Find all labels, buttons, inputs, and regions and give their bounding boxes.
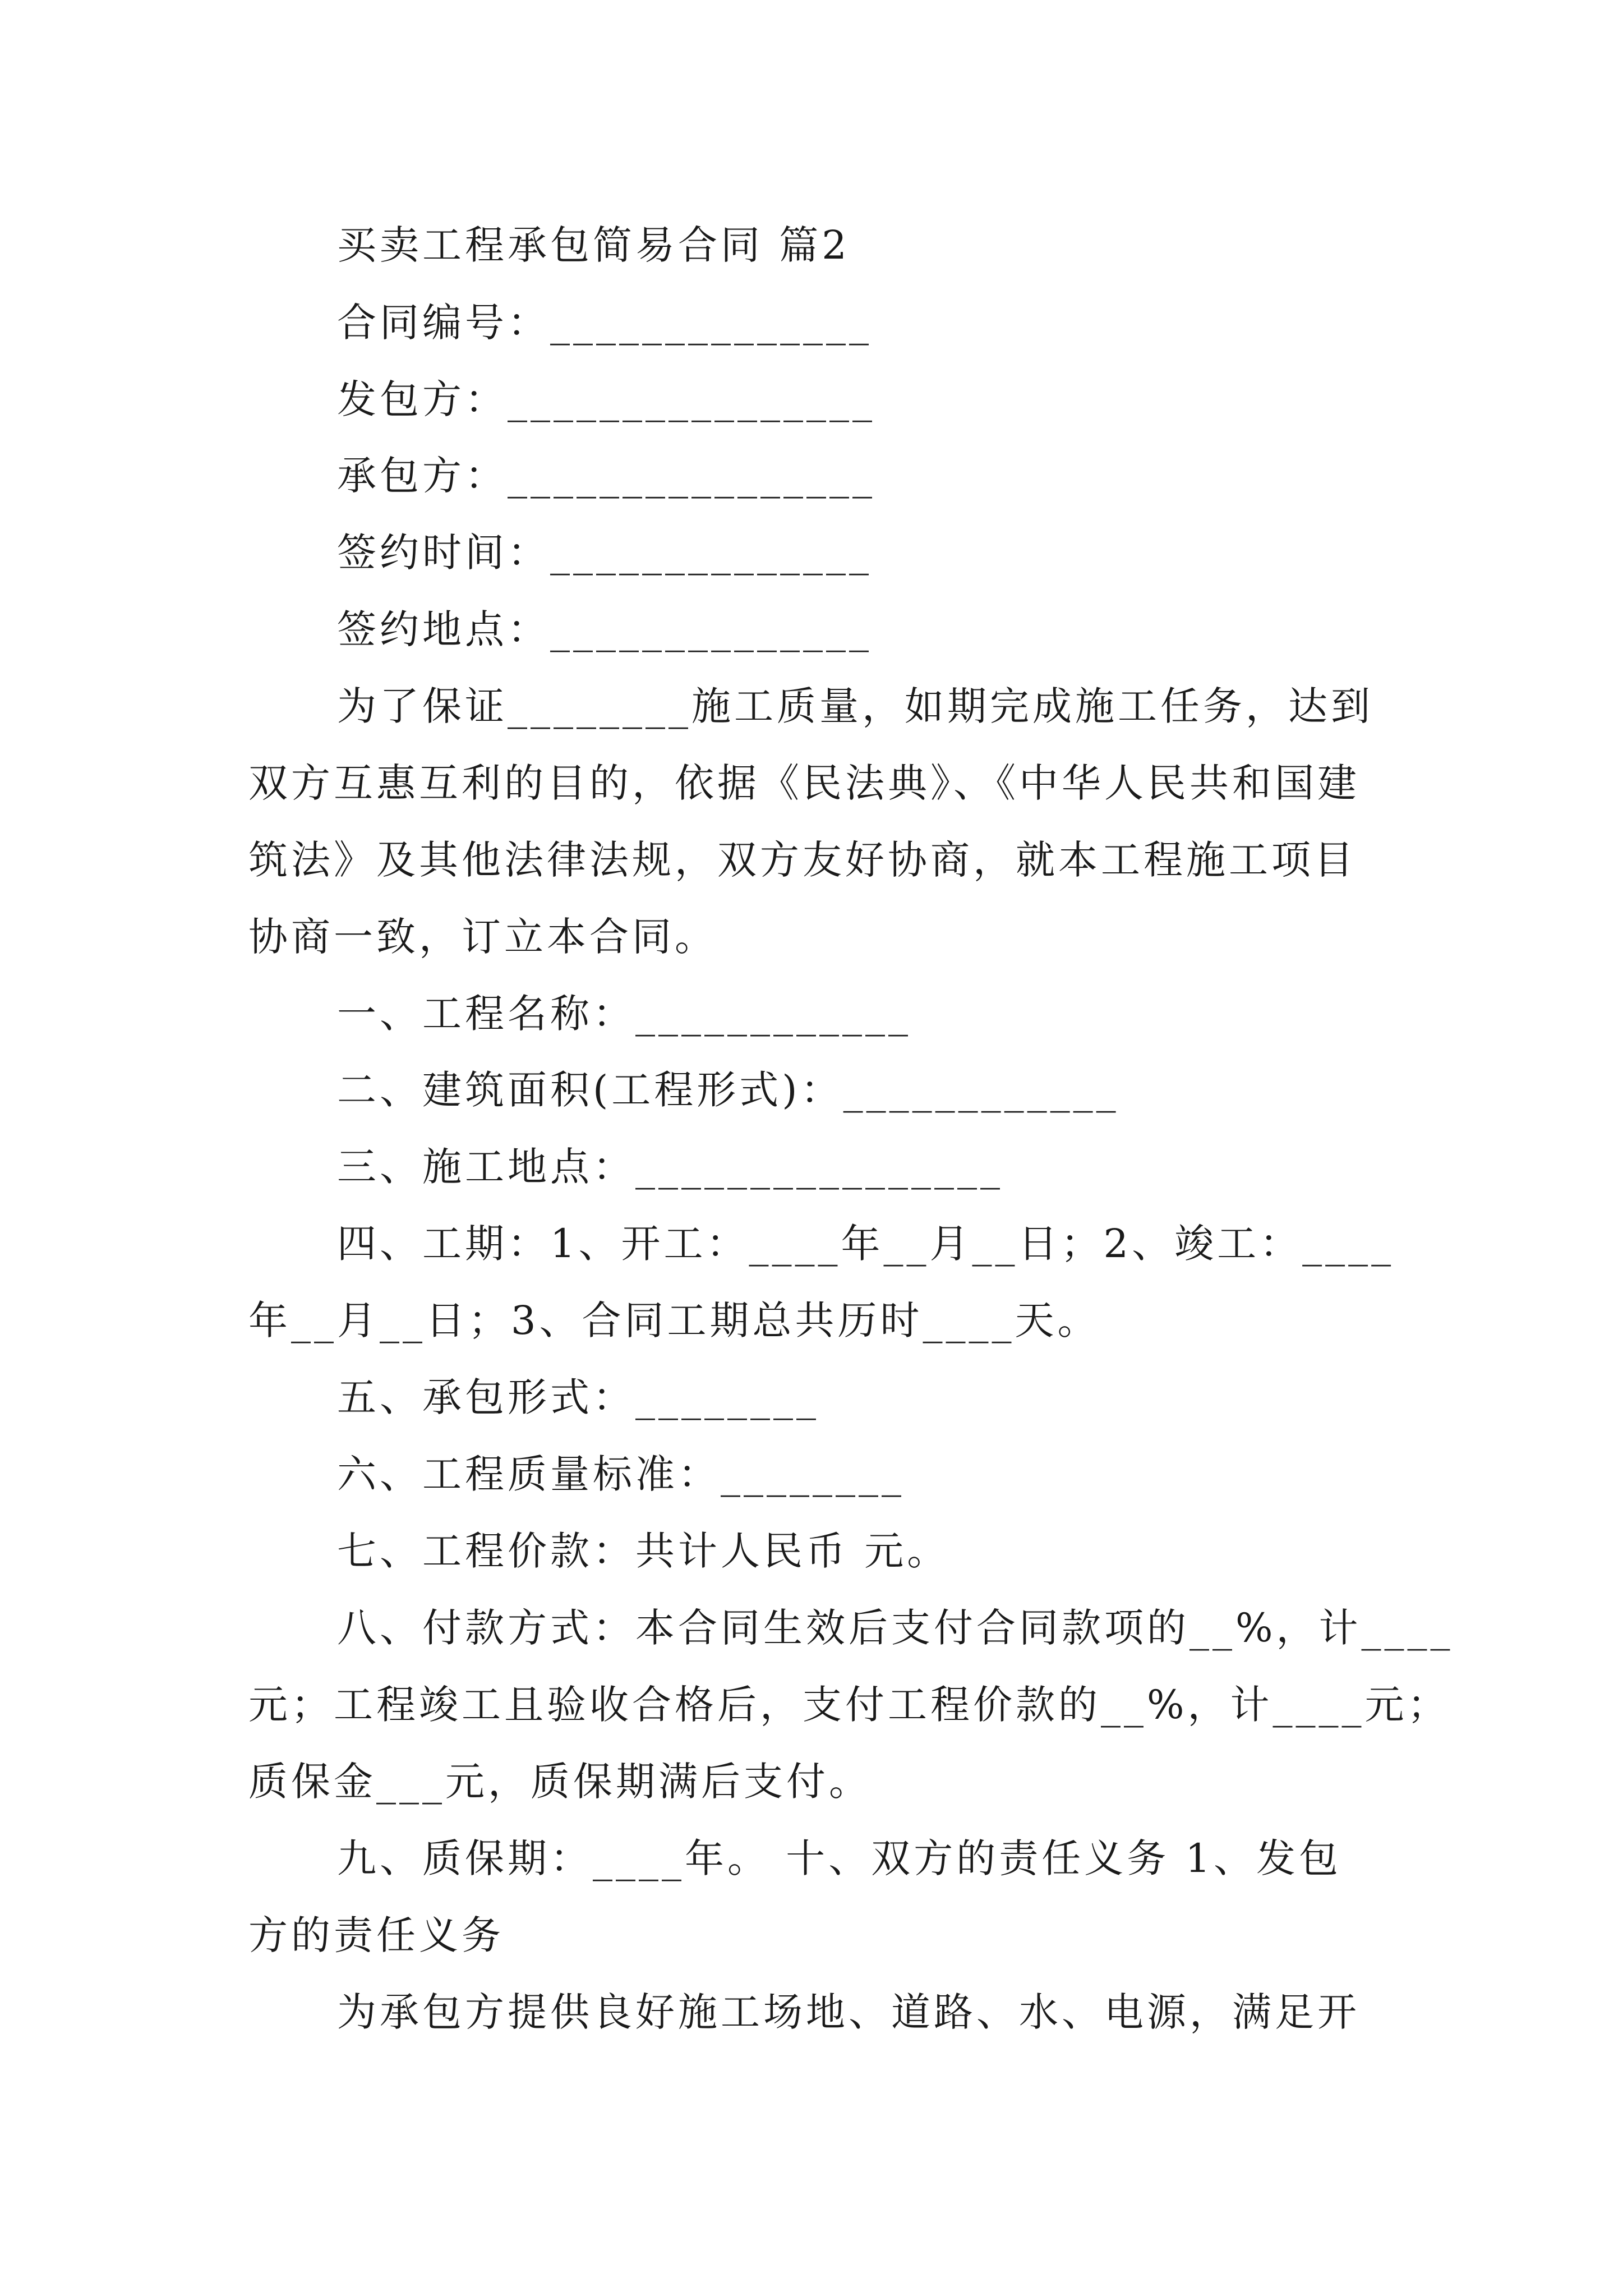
clause-obligation-line-1: 为承包方提供良好施工场地、道路、水、电源，满足开 [337,1989,1360,2035]
intro-line-2: 双方互惠互利的目的，依据《民法典》、《中华人民共和国建 [248,760,1360,806]
employer-field: 发包方：________________ [337,376,875,422]
intro-line-3: 筑法》及其他法律法规，双方友好协商，就本工程施工项目 [248,837,1357,883]
contract-number-field: 合同编号：______________ [337,300,872,346]
clause-payment-line-1: 八、付款方式：本合同生效后支付合同款项的__%，计____ [337,1605,1454,1651]
signing-date-field: 签约时间：______________ [337,530,872,576]
clause-site-location: 三、施工地点：________________ [337,1144,1003,1190]
document-title: 买卖工程承包简易合同 篇2 [337,222,850,268]
intro-line-1: 为了保证________施工质量，如期完成施工任务，达到 [337,683,1373,729]
intro-line-4: 协商一致，订立本合同。 [248,914,717,960]
clause-contract-form: 五、承包形式：________ [337,1374,819,1420]
signing-place-field: 签约地点：______________ [337,606,872,652]
clause-payment-line-3: 质保金___元，质保期满后支付。 [248,1759,872,1805]
clause-schedule-line-1: 四、工期：1、开工：____年__月__日；2、竣工：____ [337,1221,1395,1267]
contractor-field: 承包方：________________ [337,453,875,499]
clause-building-area: 二、建筑面积(工程形式)：____________ [337,1067,1119,1113]
clause-warranty-line-1: 九、质保期：____年。 十、双方的责任义务 1、发包 [337,1835,1342,1881]
clause-payment-line-2: 元；工程竣工且验收合格后，支付工程价款的__%，计____元； [248,1682,1450,1728]
clause-warranty-line-2: 方的责任义务 [248,1912,504,1958]
clause-project-name: 一、工程名称：____________ [337,991,911,1037]
clause-quality-standard: 六、工程质量标准：________ [337,1451,905,1497]
clause-contract-price: 七、工程价款：共计人民币 元。 [337,1528,950,1574]
clause-schedule-line-2: 年__月__日；3、合同工期总共历时____天。 [248,1297,1100,1343]
